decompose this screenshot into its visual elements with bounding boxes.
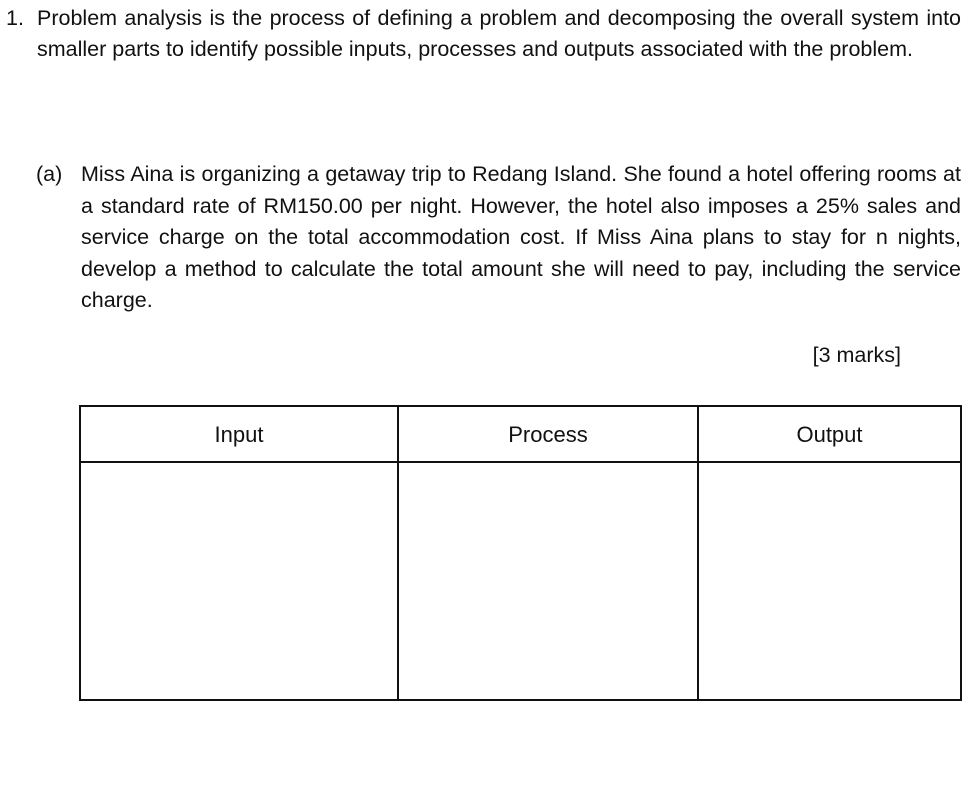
question-number: 1. xyxy=(6,6,24,30)
output-header: Output xyxy=(698,406,961,462)
input-answer-cell[interactable] xyxy=(80,462,398,700)
question-1 xyxy=(6,3,961,64)
part-a-text: Miss Aina is organizing a getaway trip to Redang Island. She found a hotel offering rooms at a standard rate of RM150.00 per night. However, the hotel also imposes a 25% sales and service charge on the total accommodation cost. If Miss Aina plans to stay for n nights, develop a method to calculate the total amount she will need to pay, including the service charge. xyxy=(81,162,961,312)
process-header: Process xyxy=(398,406,698,462)
ipo-table xyxy=(79,405,962,701)
ipo-answer-row xyxy=(80,462,961,700)
question-text: Problem analysis is the process of defining a problem and decomposing the overall system into smaller parts to identify possible inputs, processes and outputs associated with the problem. xyxy=(37,6,961,61)
input-header: Input xyxy=(80,406,398,462)
output-answer-cell[interactable] xyxy=(698,462,961,700)
marks-label: [3 marks] xyxy=(812,343,901,367)
process-answer-cell[interactable] xyxy=(398,462,698,700)
question-part-a xyxy=(36,159,961,317)
part-a-label: (a) xyxy=(36,162,63,186)
ipo-header-row xyxy=(80,406,961,462)
